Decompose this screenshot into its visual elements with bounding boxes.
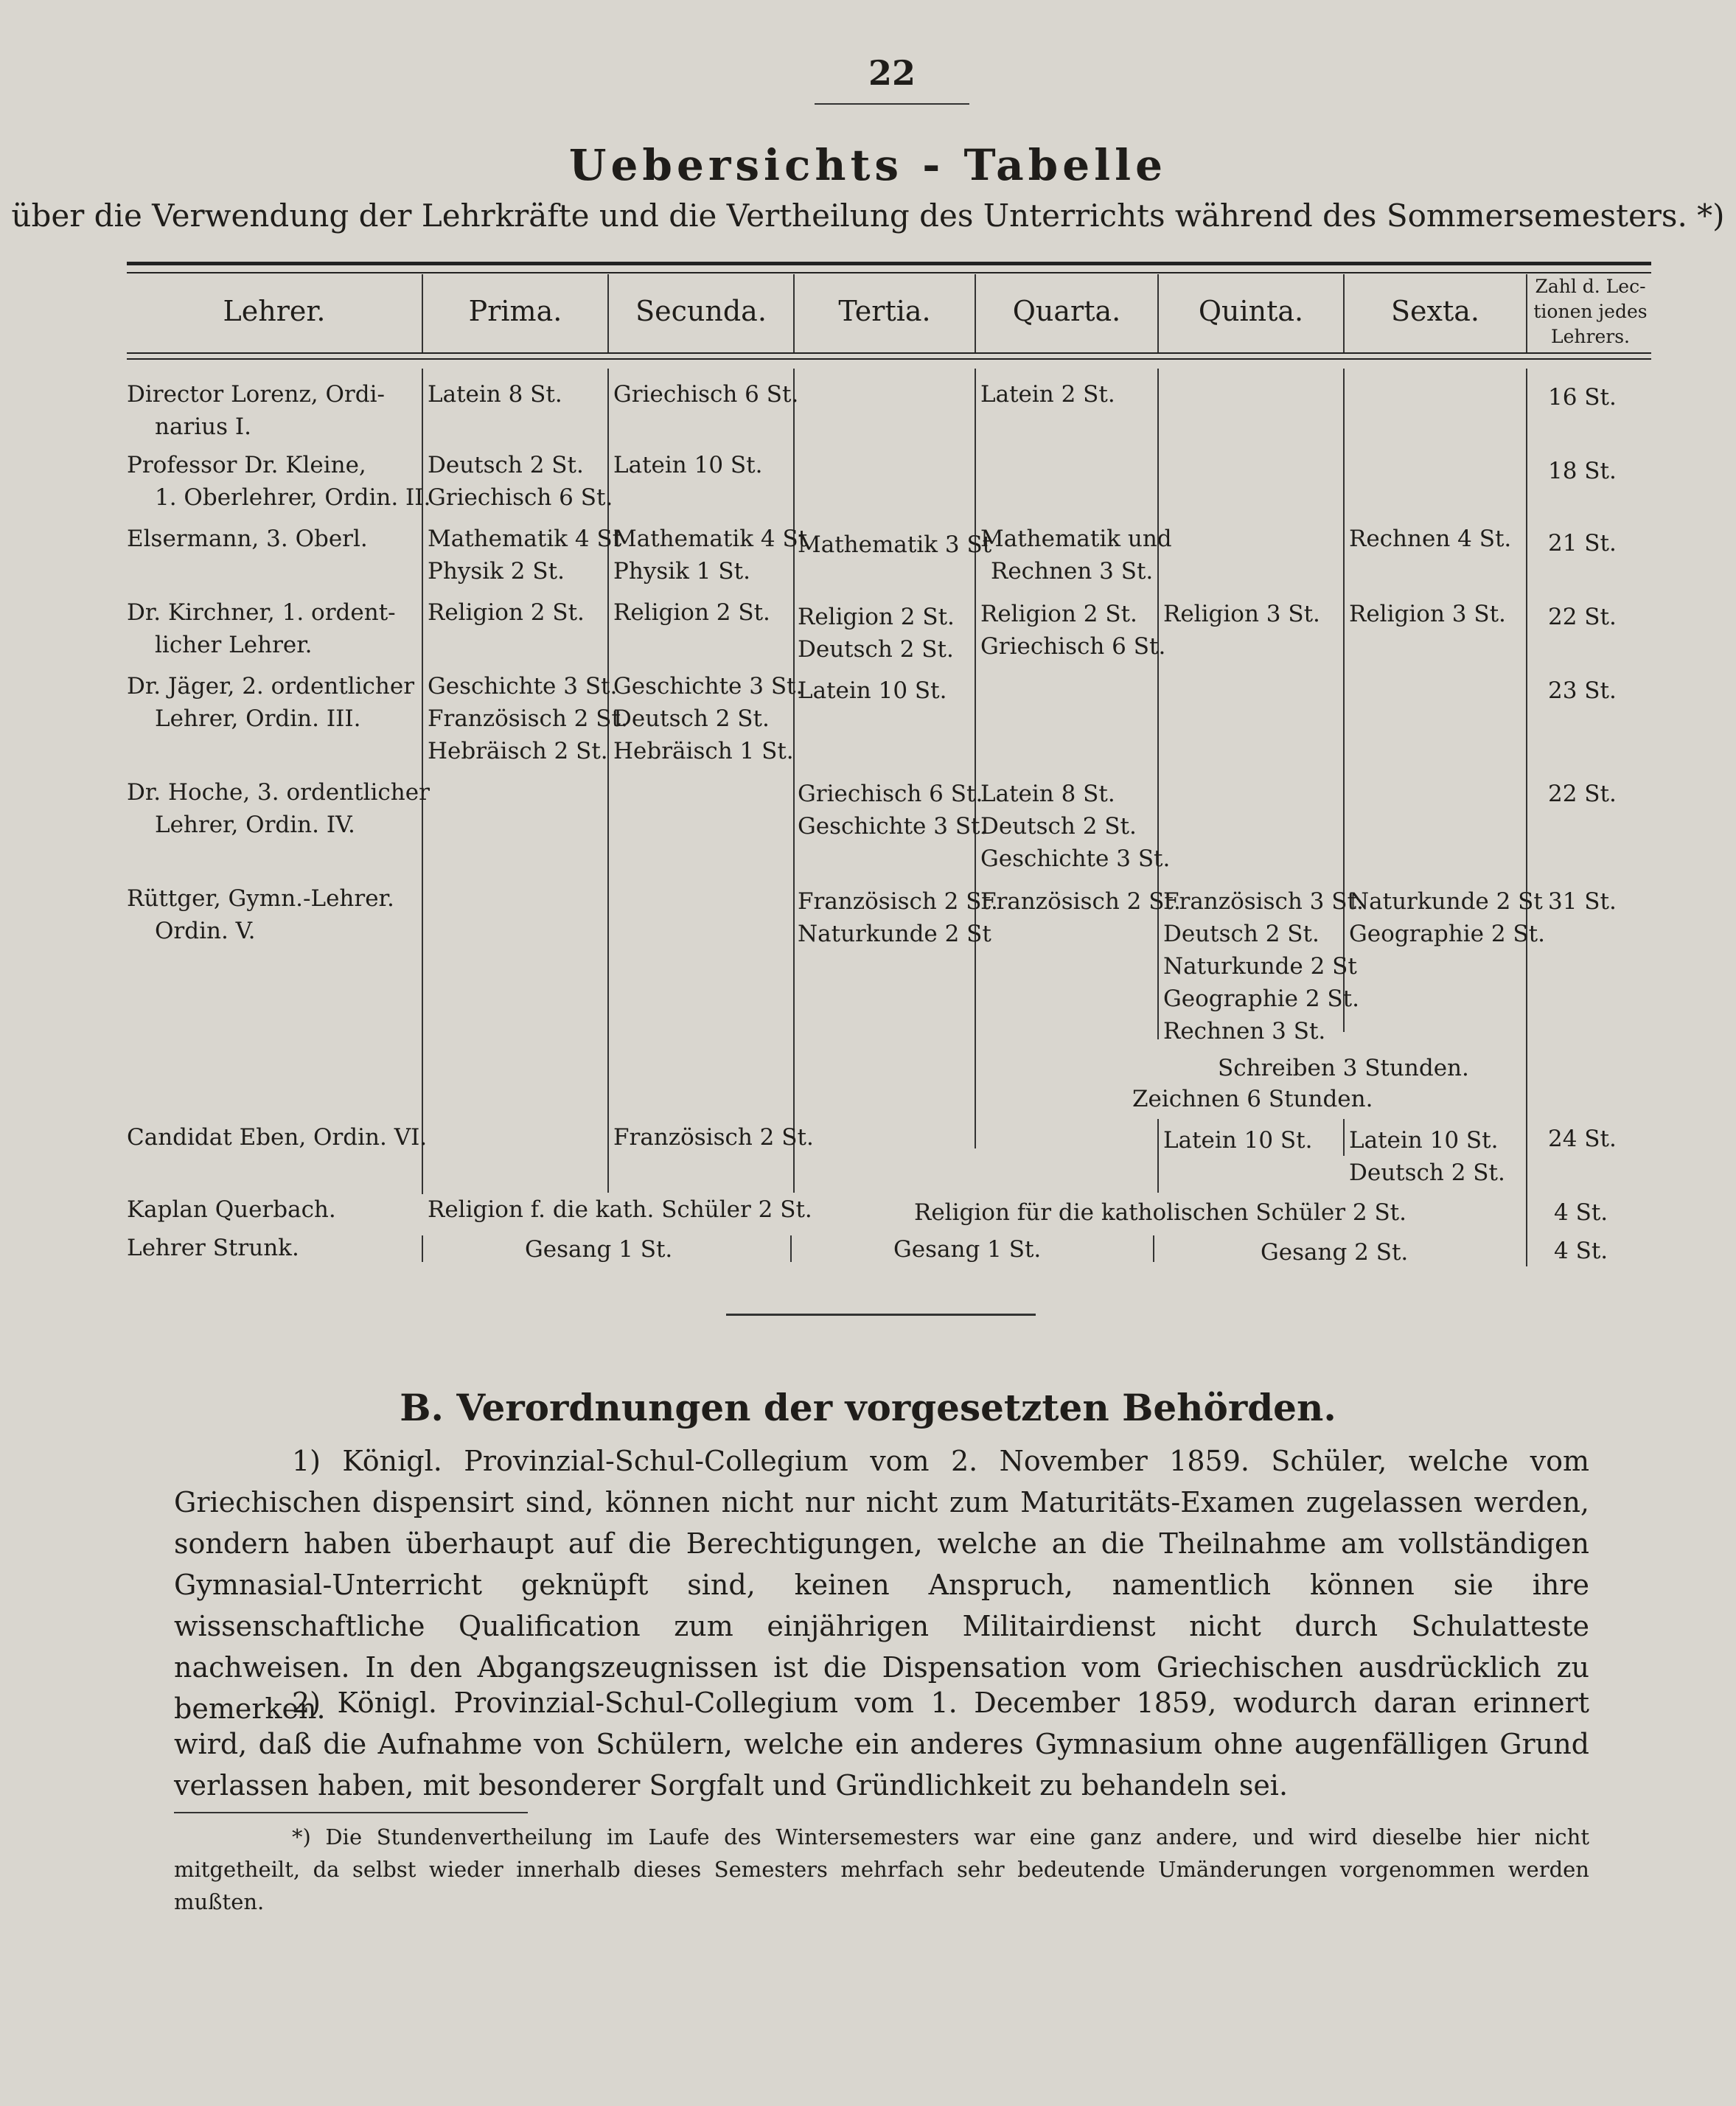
teacher-name: Dr. Jäger, 2. ordentlicher [127,673,415,700]
column-divider [793,274,795,352]
table-cell: Naturkunde 2 St [798,921,991,947]
table-cell: Geschichte 3 St. [613,673,803,700]
table-cell: Physik 1 St. [613,558,750,585]
table-span-cell: Gesang 1 St. [525,1236,673,1263]
table-cell: Griechisch 6 St. [428,484,613,511]
row-total: 23 St. [1548,677,1617,704]
row-total: 4 St. [1554,1238,1608,1264]
column-divider [1157,369,1159,1039]
table-cell: Mathematik 4 St [428,526,622,552]
table-cell: Hebräisch 2 St. [428,738,608,764]
teacher-name: licher Lehrer. [155,632,313,658]
table-cell: Geschichte 3 St. [428,673,618,700]
table-cell: Mathematik 4 St [613,526,808,552]
header-sexta: Sexta. [1391,295,1479,327]
table-cell: Deutsch 2 St. [798,636,954,663]
row-total: 22 St. [1548,781,1617,807]
column-divider [422,274,423,352]
table-cell: Hebräisch 1 St. [613,738,794,764]
table-cell: Deutsch 2 St. [428,452,584,478]
table-top-rule [127,262,1651,265]
column-divider [1343,1119,1345,1156]
row-total: 31 St. [1548,888,1617,915]
teacher-name: Elsermann, 3. Oberl. [127,526,368,552]
column-divider [1157,274,1159,352]
table-cell: Latein 10 St. [1163,1127,1313,1154]
table-title: Uebersichts - Tabelle [568,140,1168,190]
table-cell: Geschichte 3 St. [798,813,988,840]
column-divider [793,369,795,1193]
table-cell: Latein 2 St. [980,381,1115,408]
column-divider [1157,1119,1159,1193]
table-cell: Religion 2 St. [980,601,1137,627]
header-bottom-rule-2 [127,358,1651,360]
header-prima: Prima. [468,295,562,327]
teacher-name: Ordin. V. [155,918,256,944]
row-total: 16 St. [1548,384,1617,411]
table-cell: Religion 2 St. [798,604,955,630]
table-cell: Religion 2 St. [428,599,585,626]
row-total: 22 St. [1548,604,1617,630]
column-divider [1343,274,1345,352]
table-cell: Naturkunde 2 St [1163,953,1357,980]
table-cell: Geographie 2 St. [1349,921,1545,947]
table-cell: Französisch 2 St. [428,705,628,732]
teacher-name: narius I. [155,414,252,440]
column-divider [1526,369,1527,1266]
table-cell: Physik 2 St. [428,558,565,585]
column-divider [1153,1235,1154,1262]
footnote: *) Die Stundenvertheilung im Laufe des Wintersemesters war eine ganz andere, und wird dieselbe hier nicht mitgetheilt, da selbst wieder innerhalb dieses Semesters mehrfach sehr bedeutende Umänderungen vorgenommen werden mußten. [174,1824,1589,1914]
column-divider [1526,274,1527,352]
table-cell: Religion 3 St. [1349,601,1506,627]
header-quarta: Quarta. [1012,295,1121,327]
table-cell: Latein 10 St. [613,452,763,478]
column-divider [790,1235,792,1262]
table-cell: Latein 10 St. [798,677,947,704]
header-total-line: Zahl d. Lec- [1535,276,1646,297]
row-total: 4 St. [1554,1199,1608,1226]
table-span-cell: Religion für die katholischen Schüler 2 St. [914,1199,1406,1226]
header-bottom-rule [127,352,1651,354]
teacher-name: Director Lorenz, Ordi- [127,381,385,408]
row-total: 18 St. [1548,458,1617,484]
teacher-name: Professor Dr. Kleine, [127,452,366,478]
header-lehrer: Lehrer. [223,295,326,327]
footnote-rule [174,1812,528,1813]
header-total-line: Lehrers. [1551,326,1630,347]
paragraph-2: 2) Königl. Provinzial-Schul-Collegium vom 1. December 1859, wodurch daran erinnert wird, daß die Aufnahme von Schülern, welche ein anderes Gymnasium ohne augenfälligen Grund verlassen haben, mit besonderer Sorgfalt und Gründlichkeit zu behandeln sei. [174,1687,1589,1802]
table-cell: Griechisch 6 St. [798,781,983,807]
table-cell: Französisch 2 St. [798,888,998,915]
table-cell: Rechnen 3 St. [991,558,1154,585]
table-cell: Mathematik und [980,526,1172,552]
column-divider [975,369,976,1148]
teacher-name: Lehrer, Ordin. IV. [155,812,355,838]
teacher-name: Rüttger, Gymn.-Lehrer. [127,885,394,912]
table-span-cell: Gesang 2 St. [1261,1239,1409,1266]
table-cell: Griechisch 6 St. [613,381,799,408]
table-cell: Französisch 3 St. [1163,888,1364,915]
table-subtitle: über die Verwendung der Lehrkräfte und die Vertheilung des Unterrichts während des Sommersemesters. *) [11,198,1725,234]
table-cell: Geographie 2 St. [1163,986,1359,1012]
table-cell: Latein 10 St. [1349,1127,1499,1154]
header-secunda: Secunda. [635,295,767,327]
header-total [1530,274,1651,349]
teacher-name: Kaplan Querbach. [127,1196,336,1223]
column-divider [607,274,609,352]
teacher-name: Dr. Kirchner, 1. ordent- [127,599,396,626]
teacher-name: Lehrer, Ordin. III. [155,705,361,732]
table-cell: Latein 8 St. [980,781,1115,807]
teacher-name: Candidat Eben, Ordin. VI. [127,1124,428,1151]
table-cell: Deutsch 2 St. [1163,921,1320,947]
table-top-rule-thin [127,272,1651,273]
row-total: 24 St. [1548,1126,1617,1152]
table-cell: Rechnen 3 St. [1163,1018,1326,1045]
header-total-line: tionen jedes [1533,301,1648,322]
teacher-name: 1. Oberlehrer, Ordin. II. [155,484,431,511]
section-b-title: B. Verordnungen der vorgesetzten Behörden. [400,1386,1336,1429]
teacher-name: Lehrer Strunk. [127,1235,299,1261]
table-span-cell: Religion f. die kath. Schüler 2 St. [428,1196,812,1223]
table-cell: Mathematik 3 St [798,531,992,558]
paragraph-1: 1) Königl. Provinzial-Schul-Collegium vom 2. November 1859. Schüler, welche vom Griechischen dispensirt sind, können nicht nur nicht zum Maturitäts-Examen zugelassen werden, sondern haben überhaupt auf die Berechtigungen, welche an die Theilnahme am vollständigen Gymnasial-Unterricht geknüpft sind, keinen Anspruch, namentlich können sie ihre wissenschaftliche Qualification zum einjährigen Militairdienst nicht durch Schulatteste nachweisen. In den Abgangszeugnissen ist die Dispensation vom Griechischen ausdrücklich zu bemerken. [174,1445,1589,1725]
table-span-cell: Schreiben 3 Stunden. [1218,1055,1469,1081]
page-number: 22 [868,53,916,93]
table-cell: Rechnen 4 St. [1349,526,1512,552]
column-divider [1343,369,1345,1032]
table-span-cell: Gesang 1 St. [893,1236,1042,1263]
table-cell: Religion 3 St. [1163,601,1320,627]
section-divider [726,1314,1036,1316]
table-cell: Latein 8 St. [428,381,562,408]
header-tertia: Tertia. [838,295,931,327]
page-number-rule [815,103,969,105]
table-cell: Französisch 2 St. [613,1124,814,1151]
table-cell: Deutsch 2 St. [613,705,770,732]
table-cell: Deutsch 2 St. [1349,1160,1505,1186]
table-cell: Naturkunde 2 St [1349,888,1543,915]
teacher-name: Dr. Hoche, 3. ordentlicher [127,779,430,806]
table-cell: Deutsch 2 St. [980,813,1137,840]
table-cell: Griechisch 6 St. [980,633,1166,660]
table-span-cell: Zeichnen 6 Stunden. [1132,1086,1373,1112]
table-cell: Französisch 2 St. [980,888,1181,915]
column-divider [975,274,976,352]
table-cell: Geschichte 3 St. [980,845,1171,872]
row-total: 21 St. [1548,530,1617,557]
table-cell: Religion 2 St. [613,599,770,626]
column-divider [422,1235,423,1262]
header-quinta: Quinta. [1198,295,1304,327]
